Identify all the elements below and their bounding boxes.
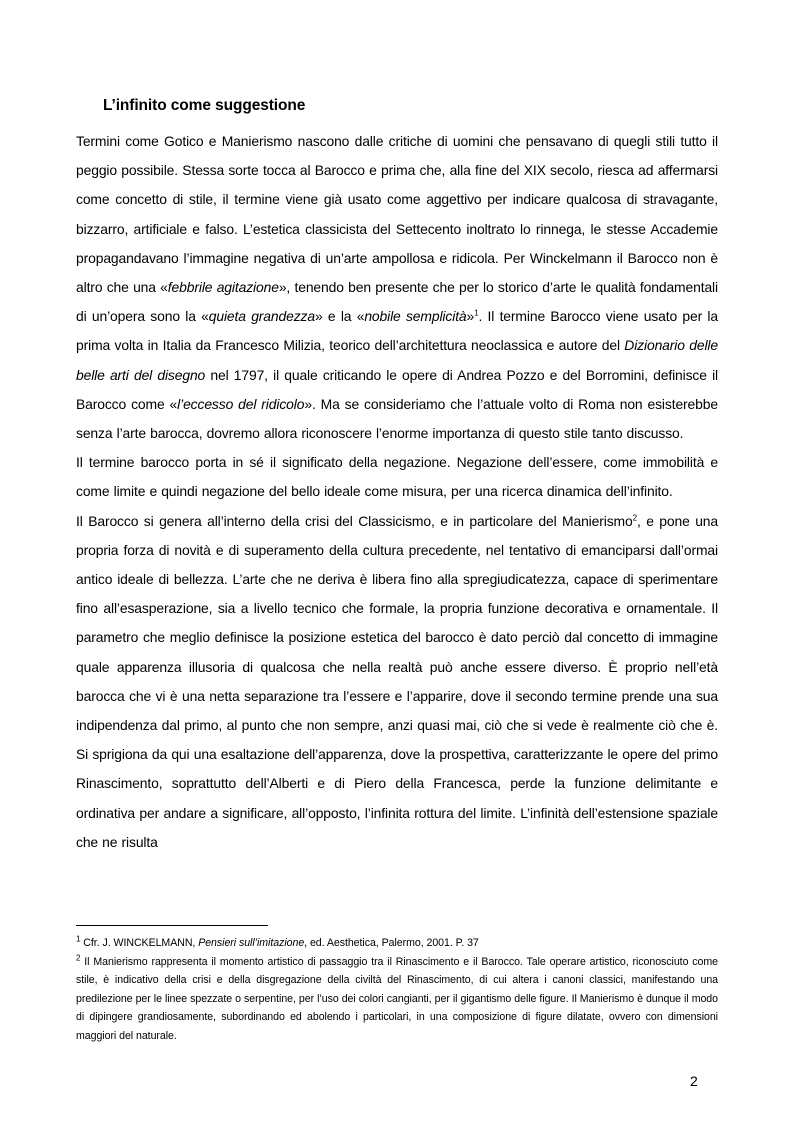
text-run: » [466, 308, 475, 325]
section-heading: L’infinito come suggestione [103, 97, 306, 114]
paragraph [76, 448, 718, 506]
paragraph [76, 127, 718, 448]
text-run: », tenendo ben presente che per lo storico d’arte le qualità fondamentali di un’opera sono la « [76, 279, 718, 325]
paragraph [76, 507, 718, 857]
text-run: Cfr. J. WINCKELMANN, [80, 937, 199, 949]
italic-text: Pensieri sull’imitazione [198, 937, 305, 949]
text-run: Il Manierismo rappresenta il momento artistico di passaggio tra il Rinascimento e il Barocco. Tale operare artistico, riconosciuto come stile, è indicativo della crisi e della disgregazione della civiltà del Rinascimento, di cui altera i canoni classici, manifestando una predilezione per le linee spezzate o serpentine, per l’uso dei colori cangianti, per il gigantismo delle figure. Il Manierismo è dunque il modo di dipingere grandiosamente, subordinando ed abolendo i particolari, in una composizione di figure dilatate, ovvero con dimensioni maggiori del naturale. [76, 955, 718, 1042]
footnote-separator [76, 925, 268, 926]
footnote [76, 953, 718, 1046]
italic-text: febbrile agitazione [167, 279, 279, 296]
italic-text: Dizionario delle belle arti del disegno [76, 337, 718, 383]
page-number: 2 [690, 1073, 698, 1089]
text-run: , ed. Aesthetica, Palermo, 2001. P. 37 [304, 937, 479, 949]
footnote-marker: 1 [76, 934, 81, 944]
footnote-marker: 2 [76, 953, 81, 963]
text-run: nel 1797, il quale criticando le opere di Andrea Pozzo e del Borromini, definisce il Barocco come « [76, 366, 718, 412]
italic-text: l’eccesso del ridicolo [177, 395, 305, 412]
italic-text: nobile semplicità [364, 308, 467, 325]
text-run: . Il termine Barocco viene usato per la prima volta in Italia da Francesco Milizia, teorico dell’architettura neoclassica e autore del [76, 308, 718, 354]
italic-text: quieta grandezza [208, 308, 315, 325]
footnote-marker: 2 [632, 513, 637, 523]
footnote-marker: 1 [474, 308, 479, 318]
body-text [76, 127, 718, 857]
text-run: ». Ma se consideriamo che l’attuale volto di Roma non esisterebbe senza l’arte barocca, dovremo allora riconoscere l’enorme importanza di questo stile tanto discusso. [76, 395, 718, 442]
text-run: Termini come Gotico e Manierismo nascono dalle critiche di uomini che pensavano di quegli stili tutto il peggio possibile. Stessa sorte tocca al Barocco e prima che, alla fine del XIX secolo, riesca ad affermarsi come concetto di stile, il termine viene già usato come aggettivo per indicare qualcosa di stravagante, bizzarro, artificiale e falso. L’estetica classicista del Settecento inoltrato lo rinnega, le stesse Accademie propagandavano l’immagine negativa di un’arte ampollosa e ridicola. Per Winckelmann il Barocco non è altro che una « [76, 133, 718, 296]
text-run: Il termine barocco porta in sé il significato della negazione. Negazione dell’essere, come immobilità e come limite e quindi negazione del bello ideale come misura, per una ricerca dinamica dell’infinito. [76, 454, 718, 500]
footnotes [76, 934, 718, 1046]
text-run: , e pone una propria forza di novità e di superamento della cultura precedente, nel tentativo di emanciparsi dall’ormai antico ideale di bellezza. L’arte che ne deriva è libera fino alla spregiudicatezza, capace di sperimentare fino all’esasperazione, sia a livello tecnico che formale, la propria funzione decorativa e ornamentale. Il parametro che meglio definisce la posizione estetica del barocco è dato perciò dal concetto di immagine quale apparenza illusoria di qualcosa che nella realtà può anche essere diverso. È proprio nell’età barocca che vi è una netta separazione tra l’essere e l’apparire, dove il secondo termine prende una sua indipendenza dal primo, al punto che non sempre, anzi quasi mai, ciò che si vede è realmente ciò che è. Si sprigiona da qui una esaltazione dell’apparenza, dove la prospettiva, caratterizzante le opere del primo Rinascimento, soprattutto dell’Alberti e di Piero della Francesca, perde la funzione delimitante e ordinativa per andare a significare, all’opposto, l’infinita rottura del limite. L’infinità dell’estensione spaziale che ne risulta [76, 512, 719, 850]
text-run: Il Barocco si genera all’interno della crisi del Classicismo, e in particolare del Manierismo [76, 512, 633, 529]
text-run: » e la « [314, 308, 365, 325]
footnote [76, 934, 718, 953]
